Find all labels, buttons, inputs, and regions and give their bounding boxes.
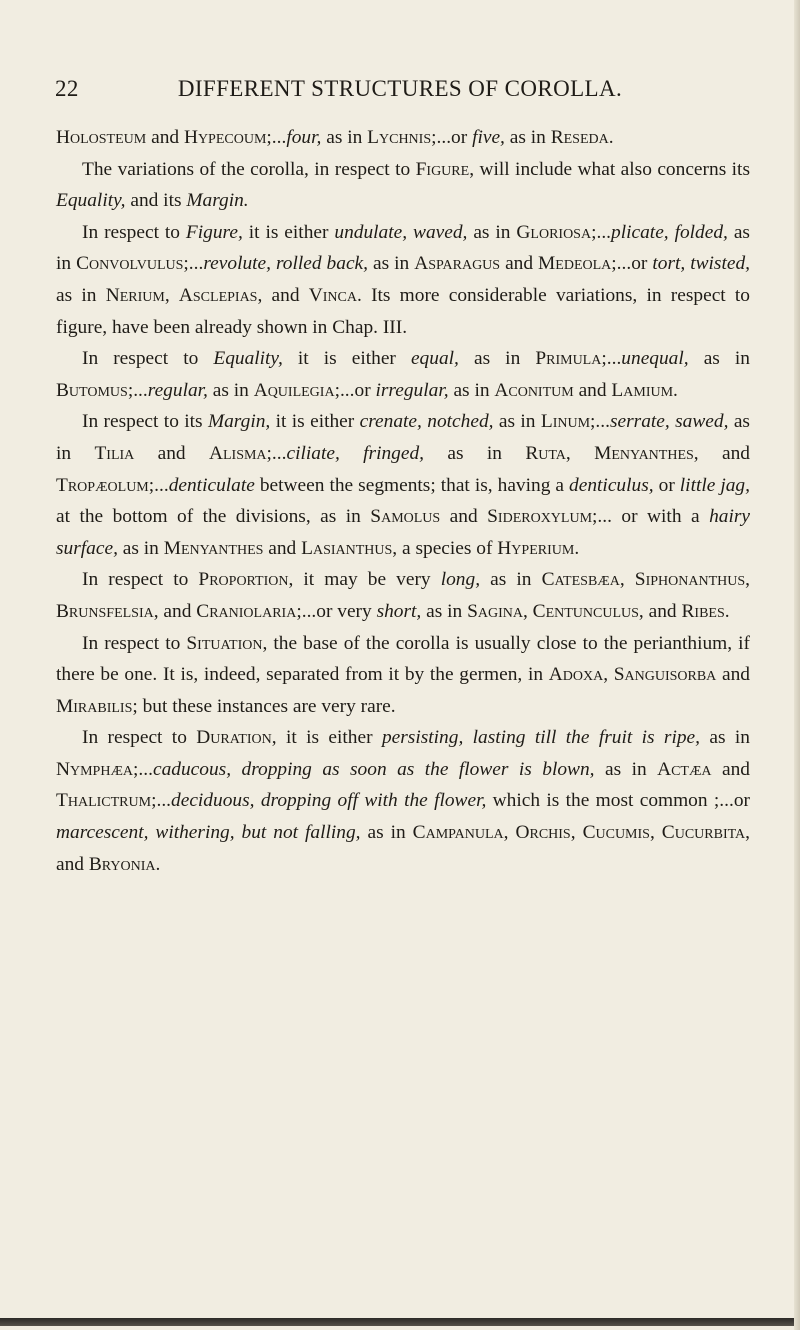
text-run: ;...: [183, 253, 204, 275]
text-run: , and: [638, 600, 682, 622]
plant-name: Medeola: [538, 253, 612, 275]
term: four,: [286, 127, 322, 148]
text-run: as in: [480, 569, 542, 591]
text-run: , and: [693, 442, 750, 464]
plant-name: Sideroxylum: [487, 506, 593, 528]
term: undulate, waved,: [334, 221, 468, 243]
term: plicate, folded,: [611, 221, 728, 243]
plant-name: Actæa: [657, 758, 712, 780]
text-run: .: [673, 379, 678, 401]
term: denticulus,: [569, 474, 654, 496]
plant-name: Primula: [535, 348, 602, 370]
text-run: as in: [504, 127, 551, 148]
text-run: ;...: [148, 474, 169, 496]
text-run: , it may be very: [288, 569, 441, 591]
text-run: , a species of: [392, 537, 498, 559]
plant-name: Butomus: [56, 379, 128, 401]
term: short,: [376, 600, 422, 622]
text-run: at the bottom of the divisions, as in: [56, 506, 371, 528]
term: tort, twisted,: [652, 253, 750, 275]
text-run: The variations of the corolla, in respect to: [82, 158, 416, 180]
text-run: which is the most common ;...or: [486, 790, 750, 812]
term: serrate, sawed,: [609, 411, 729, 433]
text-run: In respect to its: [82, 411, 208, 433]
text-run: as in: [458, 348, 536, 370]
term: five,: [472, 127, 505, 148]
plant-name: Catesbæa: [541, 569, 620, 591]
text-run: ,: [570, 822, 583, 844]
plant-name: Tilia: [94, 442, 135, 464]
plant-name: Aconitum: [494, 379, 574, 401]
paragraph: [56, 564, 750, 627]
text-run: ,: [745, 569, 750, 591]
text-run: as in: [360, 822, 413, 844]
text-run: ; but these instances are very rare.: [132, 695, 396, 717]
plant-name: Cucumis: [582, 822, 650, 844]
text-run: ;...or: [611, 253, 653, 275]
plant-name: Brunsfelsia: [56, 600, 154, 622]
text-run: and its: [125, 190, 187, 212]
plant-name: Ruta: [525, 442, 566, 464]
text-run: as in: [493, 411, 541, 433]
text-run: ,: [164, 284, 179, 306]
body-text: [56, 122, 750, 880]
paragraph: [56, 722, 750, 880]
plant-name: Nerium: [105, 284, 165, 306]
text-run: ;...: [151, 790, 172, 812]
text-run: , and: [257, 284, 309, 306]
text-run: it is either: [282, 348, 411, 370]
term: hairy surface,: [56, 506, 750, 559]
plant-name: Nymphæa: [56, 758, 134, 780]
text-run: ;...: [591, 221, 612, 243]
text-run: as in: [368, 253, 415, 275]
text-run: In respect to: [82, 727, 197, 749]
text-run: .: [155, 853, 161, 875]
text-run: and: [440, 506, 488, 528]
plant-name: Lamium: [611, 379, 674, 401]
plant-name: Campanula: [412, 822, 504, 844]
text-run: ,: [503, 822, 516, 844]
text-run: as in: [424, 442, 526, 464]
text-run: .: [574, 537, 580, 559]
term: crenate, notched,: [359, 411, 494, 433]
plant-name: Convolvulus: [76, 253, 184, 275]
text-run: ;... or with a: [592, 506, 710, 528]
plant-name: Hypecoum: [183, 127, 267, 148]
text-run: . Its more considerable variations, in respect to figure, have been already shown in Chap. III.: [56, 284, 750, 338]
text-run: ,: [619, 569, 635, 591]
plant-name: Orchis: [515, 822, 571, 844]
text-run: and: [146, 127, 184, 148]
term: unequal,: [621, 348, 689, 370]
term: long,: [440, 569, 481, 591]
text-run: , will include what also concerns its: [469, 158, 750, 180]
plant-name: Menyanthes: [163, 537, 264, 559]
paragraph: [56, 406, 750, 564]
plant-name: Alisma: [208, 442, 267, 464]
plant-name: Sanguisorba: [613, 664, 717, 686]
plant-name: Proportion: [198, 569, 289, 591]
text-run: ;...or: [334, 379, 376, 401]
text-run: ;...: [590, 411, 610, 433]
plant-name: Asparagus: [414, 253, 501, 275]
text-run: and: [711, 758, 750, 780]
text-run: and: [500, 253, 539, 275]
plant-name: Gloriosa: [516, 221, 592, 243]
text-run: ,: [603, 664, 614, 686]
text-run: , the base of the corolla is usually close to the perianthium, if there be one. It is, indeed, separated from it by the germen, in: [56, 632, 750, 686]
plant-name: Reseda: [550, 127, 609, 148]
text-run: ;...: [133, 758, 153, 780]
paragraph: [56, 217, 750, 343]
text-run: ,: [522, 600, 533, 622]
text-run: ;...: [601, 348, 622, 370]
paragraph: [56, 122, 750, 154]
plant-name: Craniolaria: [196, 600, 297, 622]
term: regular,: [147, 379, 208, 401]
term: ciliate, fringed,: [286, 442, 425, 464]
plant-name: Holosteum: [56, 127, 147, 148]
paragraph: [56, 343, 750, 406]
text-run: it is either: [242, 221, 335, 243]
page-bottom-edge: [0, 1318, 800, 1326]
plant-name: Vinca: [308, 284, 357, 306]
text-run: as in: [117, 537, 164, 559]
text-run: as in: [56, 284, 106, 306]
plant-name: Lasianthus: [301, 537, 393, 559]
text-run: , it is either: [271, 727, 382, 749]
term: denticulate: [168, 474, 255, 496]
text-run: , and: [56, 822, 751, 875]
text-run: In respect to: [82, 221, 186, 243]
plant-name: Siphonanthus: [634, 569, 746, 591]
page-right-edge: [794, 0, 800, 1330]
text-run: as in: [594, 758, 658, 780]
plant-name: Adoxa: [548, 664, 604, 686]
text-run: as in: [321, 127, 368, 148]
text-run: and: [134, 442, 209, 464]
text-run: In respect to: [82, 569, 199, 591]
plant-name: Asclepias: [178, 284, 258, 306]
text-run: ,: [565, 442, 595, 464]
running-title: DIFFERENT STRUCTURES OF COROLLA.: [177, 76, 623, 101]
text-run: .: [724, 600, 730, 622]
plant-name: Cucurbita: [661, 822, 746, 844]
text-run: ;...or: [431, 127, 473, 148]
plant-name: Bryonia: [88, 853, 156, 875]
text-run: it is either: [270, 411, 360, 433]
term: deciduous, dropping off with the flower,: [171, 790, 487, 812]
plant-name: Tropæolum: [56, 474, 149, 496]
plant-name: Figure: [415, 158, 470, 180]
term: marcescent, withering, but not falling,: [56, 822, 361, 844]
text-run: as in: [467, 221, 517, 243]
page-number: 22: [55, 76, 79, 101]
term: Equality,: [56, 190, 126, 212]
text-run: as in: [448, 379, 495, 401]
text-run: between the segments; that is, having a: [254, 474, 570, 496]
paragraph: [56, 628, 750, 723]
plant-name: Menyanthes: [594, 442, 694, 464]
text-run: as in: [207, 379, 254, 401]
text-run: as in: [56, 411, 750, 464]
text-run: and: [716, 664, 750, 686]
term: persisting, lasting till the fruit is ripe,: [381, 727, 701, 749]
text-run: as in: [700, 727, 751, 749]
text-run: ;...: [127, 379, 148, 401]
term: Margin.: [186, 190, 249, 212]
text-run: ,: [649, 822, 662, 844]
text-run: .: [608, 127, 614, 148]
paragraph: [56, 154, 750, 217]
text-run: and: [263, 537, 302, 559]
plant-name: Situation: [186, 632, 263, 654]
text-run: ;...: [266, 127, 287, 148]
text-run: In respect to: [82, 348, 214, 370]
text-run: as in: [688, 348, 750, 370]
plant-name: Hyperium: [497, 537, 575, 559]
text-run: as in: [421, 600, 468, 622]
text-run: , and: [153, 600, 197, 622]
plant-name: Aquilegia: [253, 379, 335, 401]
term: Equality,: [213, 348, 283, 370]
term: Figure,: [185, 221, 243, 243]
plant-name: Duration: [196, 727, 272, 749]
plant-name: Ribes: [681, 600, 725, 622]
plant-name: Lychnis: [367, 127, 432, 148]
text-run: ;...or very: [296, 600, 377, 622]
text-run: as in: [56, 221, 750, 275]
term: equal,: [410, 348, 459, 370]
plant-name: Mirabilis: [56, 695, 133, 717]
text-run: or: [653, 474, 680, 496]
running-header: [55, 76, 745, 108]
plant-name: Linum: [540, 411, 591, 433]
plant-name: Sagina: [467, 600, 523, 622]
term: Margin,: [207, 411, 271, 433]
plant-name: Samolus: [370, 506, 441, 528]
text-run: In respect to: [82, 632, 187, 654]
plant-name: Thalictrum: [56, 790, 152, 812]
term: revolute, rolled back,: [203, 253, 369, 275]
term: caducous, dropping as soon as the flower is blown,: [152, 758, 595, 780]
plant-name: Centunculus: [532, 600, 639, 622]
text-run: and: [573, 379, 612, 401]
term: irregular,: [375, 379, 449, 401]
text-run: ;...: [266, 442, 287, 464]
term: little jag,: [679, 474, 750, 496]
